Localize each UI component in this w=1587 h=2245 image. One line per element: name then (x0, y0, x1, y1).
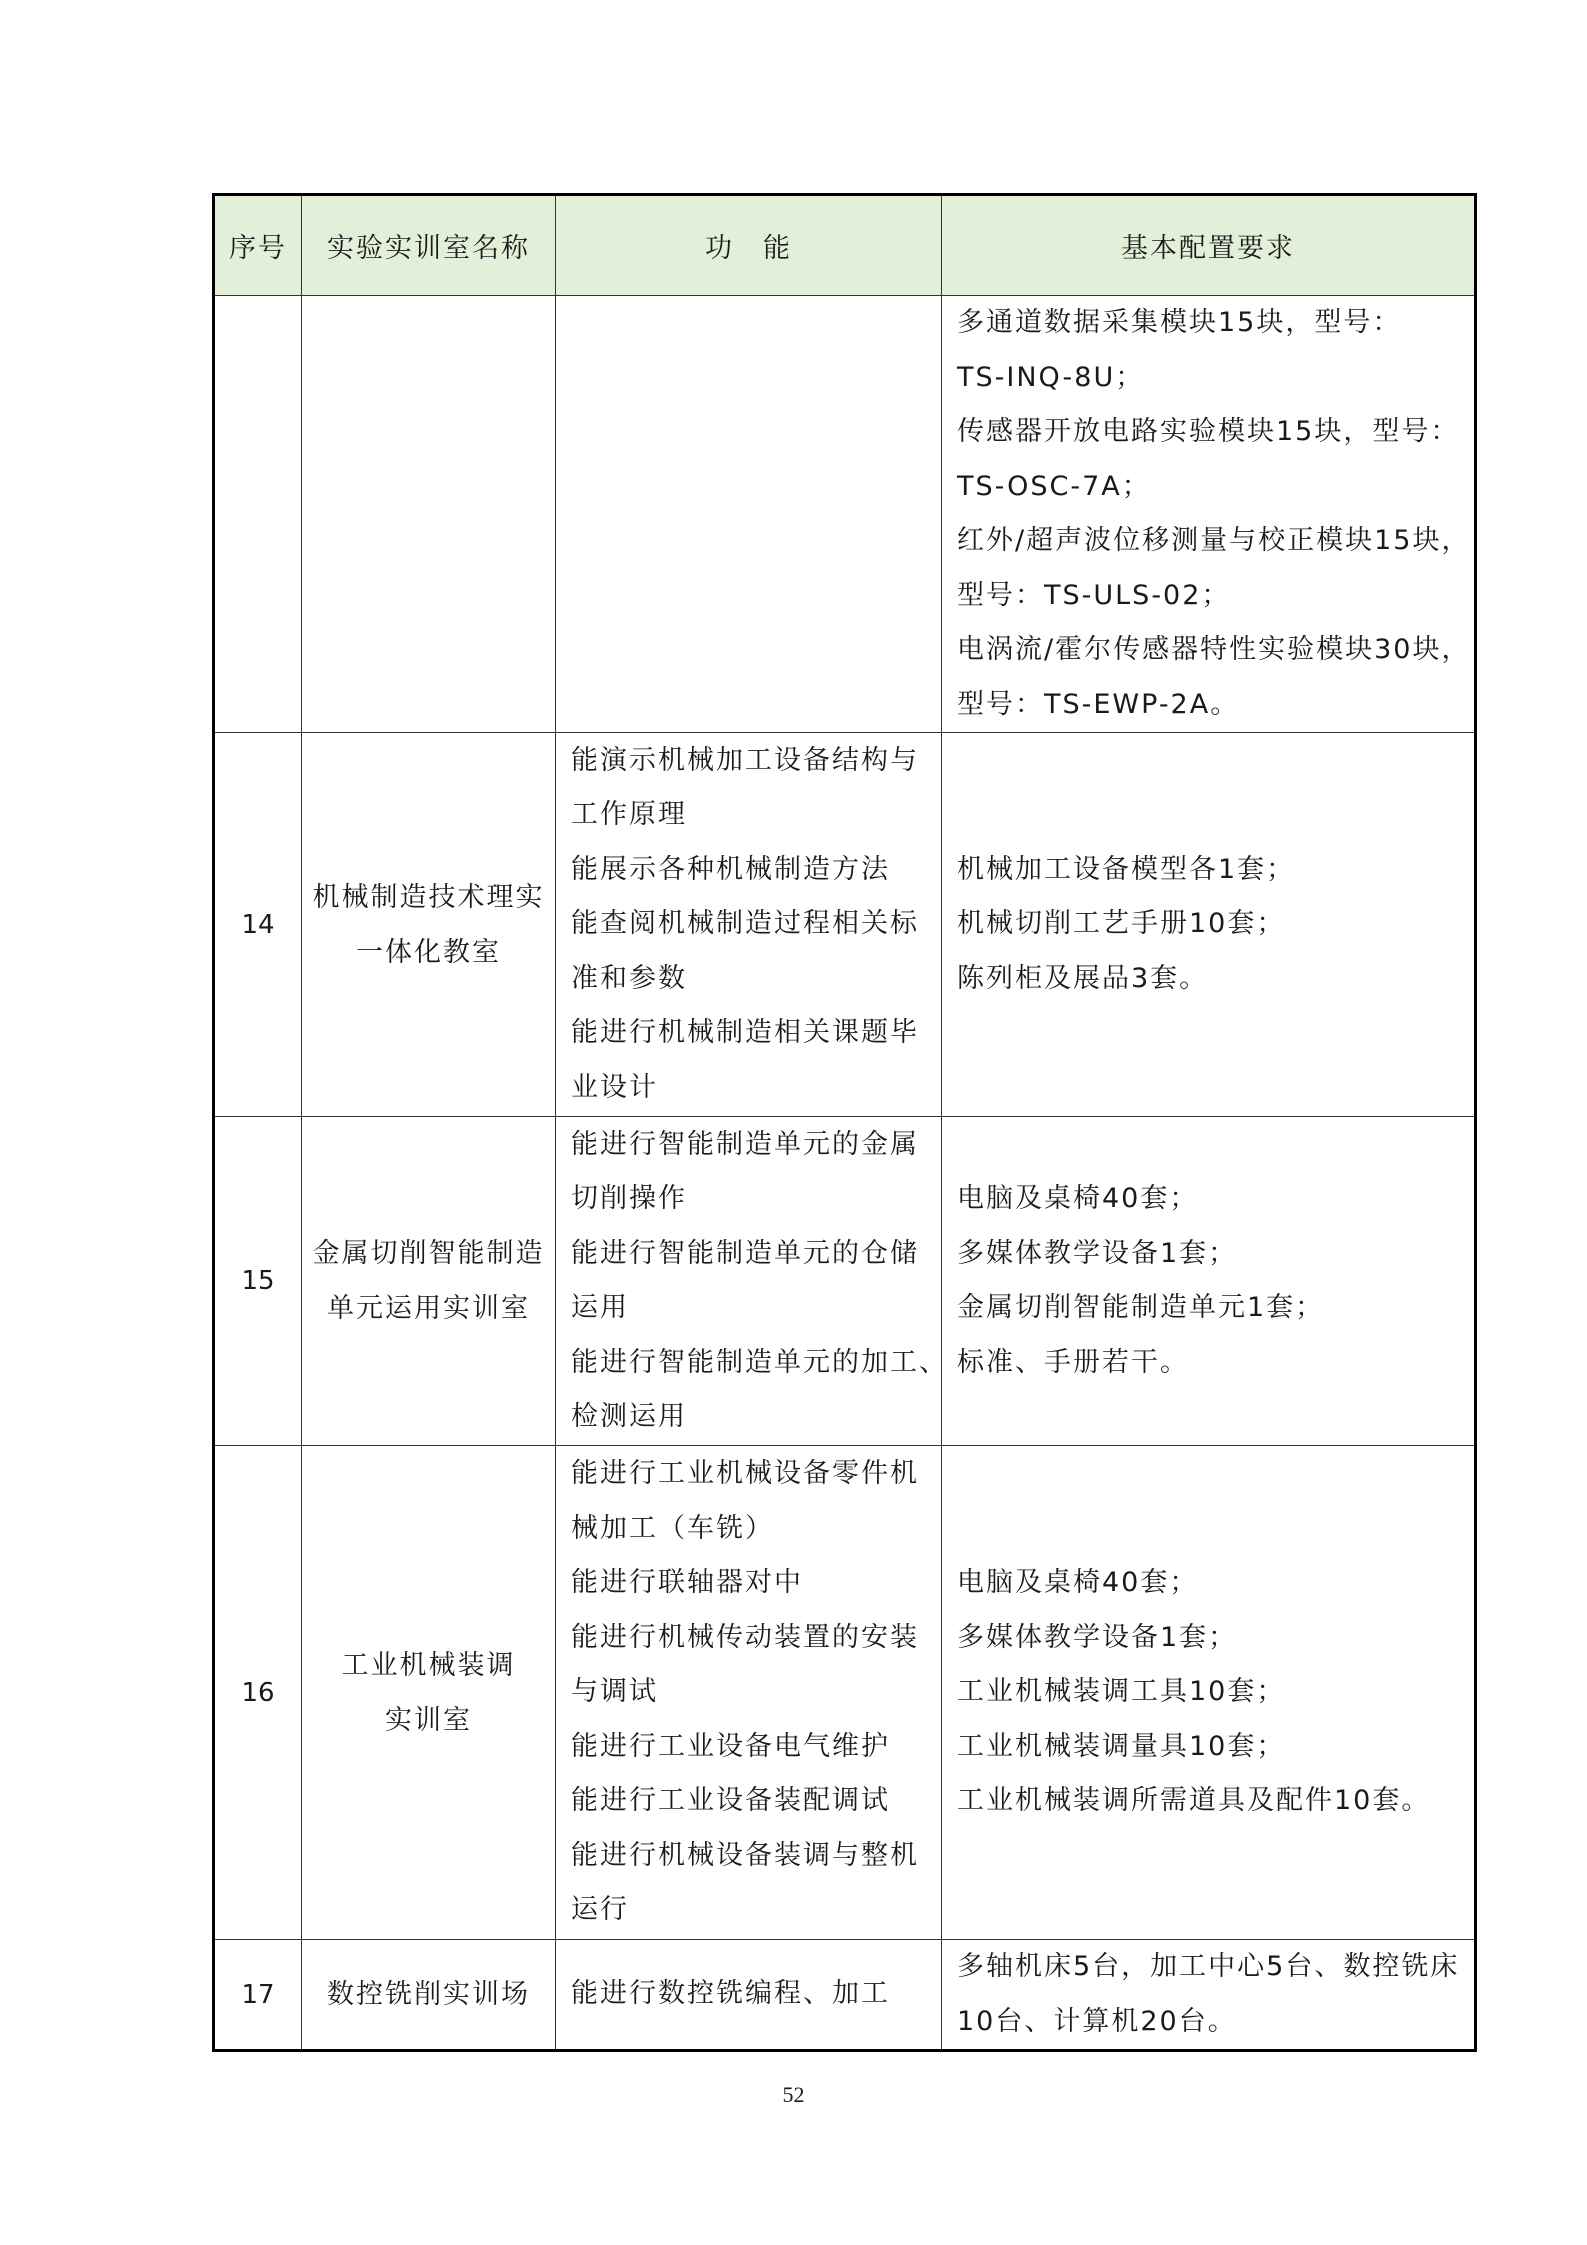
header-function: 功 能 (556, 195, 942, 296)
function-line: 切削操作 (571, 1183, 687, 1214)
function-line: 能进行智能制造单元的加工、 (571, 1346, 948, 1378)
room-name-line: 数控铣削实训场 (327, 1979, 530, 2010)
requirement-line: 多媒体教学设备1套； (957, 1621, 1238, 1653)
row-requirements (942, 296, 1476, 733)
function-line: 能展示各种机械制造方法 (571, 853, 890, 885)
requirement-line: 型号：TS-ULS-02； (957, 579, 1231, 611)
room-name-line: 一体化教室 (356, 936, 501, 968)
table-header (214, 195, 1476, 296)
requirement-line: 金属切削智能制造单元1套； (957, 1292, 1325, 1323)
header-requirements: 基本配置要求 (942, 195, 1476, 296)
room-name-line: 单元运用实训室 (327, 1293, 530, 1324)
row-requirements (942, 733, 1476, 1117)
table-row (214, 1940, 1476, 2051)
function-line: 与调试 (571, 1676, 658, 1708)
requirement-line: TS-OSC-7A； (957, 470, 1151, 502)
function-line: 业设计 (571, 1071, 658, 1103)
function-line: 检测运用 (571, 1401, 687, 1432)
page-number: 52 (782, 2082, 805, 2107)
requirement-line: 多通道数据采集模块15块，型号： (957, 307, 1402, 338)
requirement-line: 多轴机床5台，加工中心5台、数控铣床 (957, 1951, 1460, 1982)
function-line: 能进行数控铣编程、加工 (571, 1978, 890, 2010)
requirement-line: 工业机械装调量具10套； (957, 1730, 1286, 1762)
row-name (302, 1117, 556, 1446)
function-line: 准和参数 (571, 962, 687, 994)
requirement-line: 机械加工设备模型各1套； (957, 853, 1296, 885)
function-line: 能进行智能制造单元的金属 (571, 1128, 919, 1160)
row-name (302, 1940, 556, 2051)
row-requirements (942, 1940, 1476, 2051)
table-row (214, 296, 1476, 733)
requirement-line: 多媒体教学设备1套； (957, 1237, 1238, 1269)
function-line: 械加工（车铣） (571, 1512, 774, 1544)
row-seq (214, 296, 302, 733)
lab-equipment-table (212, 193, 1477, 2052)
row-function (556, 733, 942, 1117)
requirement-line: TS-INQ-8U； (957, 361, 1145, 393)
row-name (302, 1446, 556, 1940)
table-body (214, 296, 1476, 2051)
function-line: 能查阅机械制造过程相关标 (571, 908, 919, 940)
row-function (556, 1117, 948, 1446)
row-name (302, 733, 556, 1117)
table-row (214, 1446, 1476, 1940)
row-seq: 15 (214, 1117, 302, 1446)
header-row (214, 195, 1476, 296)
function-line: 能进行联轴器对中 (571, 1567, 803, 1599)
function-line: 能演示机械加工设备结构与 (571, 744, 919, 776)
requirement-line: 10台、计算机20台。 (957, 2005, 1237, 2037)
row-function (556, 1446, 942, 1940)
row-function (556, 296, 942, 733)
function-line: 能进行工业设备电气维护 (571, 1730, 890, 1762)
room-name-line: 机械制造技术理实 (312, 881, 545, 913)
function-line: 能进行工业机械设备零件机 (571, 1458, 919, 1490)
row-requirements (942, 1446, 1476, 1940)
function-line: 运用 (571, 1292, 629, 1323)
requirement-line: 型号：TS-EWP-2A。 (957, 688, 1240, 720)
row-function (556, 1940, 942, 2051)
row-requirements (942, 1117, 1476, 1446)
function-line: 能进行机械设备装调与整机 (571, 1839, 919, 1871)
requirement-line: 电脑及桌椅40套； (957, 1567, 1199, 1599)
row-seq: 14 (214, 733, 302, 1117)
function-line: 能进行机械制造相关课题毕 (571, 1017, 919, 1049)
requirement-line: 红外/超声波位移测量与校正模块15块， (957, 525, 1471, 556)
requirement-line: 机械切削工艺手册10套； (957, 908, 1286, 940)
room-name-line: 实训室 (385, 1704, 472, 1736)
requirement-line: 工业机械装调工具10套； (957, 1676, 1286, 1708)
function-line: 能进行工业设备装配调试 (571, 1785, 890, 1817)
requirement-line: 传感器开放电路实验模块15块，型号： (957, 416, 1460, 447)
header-seq: 序号 (214, 195, 302, 296)
function-line: 运行 (571, 1894, 629, 1926)
requirement-line: 电脑及桌椅40套； (957, 1183, 1199, 1214)
function-line: 能进行机械传动装置的安装 (571, 1621, 919, 1653)
row-name (302, 296, 556, 733)
function-line: 工作原理 (571, 799, 687, 831)
function-line: 能进行智能制造单元的仓储 (571, 1237, 919, 1269)
header-name: 实验实训室名称 (302, 195, 556, 296)
room-name-line: 工业机械装调 (341, 1649, 516, 1681)
requirement-line: 陈列柜及展品3套。 (957, 962, 1209, 994)
table-row (214, 733, 1476, 1117)
room-name-line: 金属切削智能制造 (312, 1238, 545, 1269)
requirement-line: 工业机械装调所需道具及配件10套。 (957, 1785, 1431, 1817)
requirement-line: 标准、手册若干。 (957, 1346, 1189, 1378)
table-row (214, 1117, 1476, 1446)
row-seq: 17 (214, 1940, 302, 2051)
requirement-line: 电涡流/霍尔传感器特性实验模块30块， (957, 634, 1471, 665)
row-seq: 16 (214, 1446, 302, 1940)
